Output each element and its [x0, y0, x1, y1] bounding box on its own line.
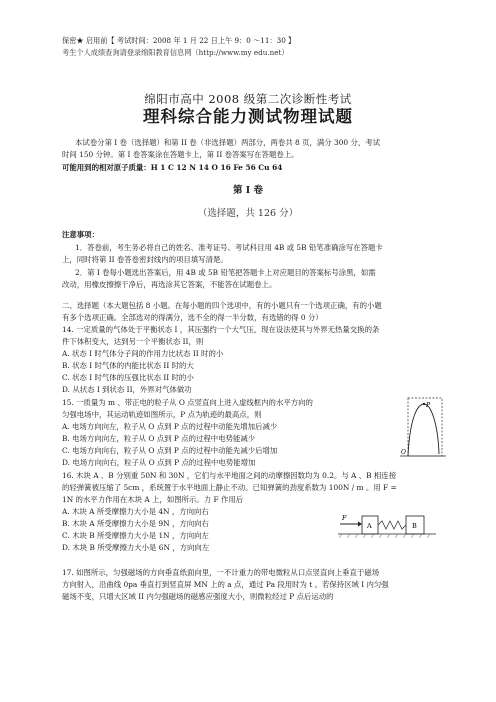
exam-time-line: 保密★ 启用前【 考试时间：2008 年 1 月 22 日上午 9：0 ～11：30 】 — [62, 36, 296, 45]
point-p-marker — [423, 403, 425, 405]
notes-heading: 注意事项： — [62, 230, 99, 239]
note-2b: 改动，用橡皮擦擦干净后，再选涂其它答案，不能答在试题卷上。 — [62, 280, 277, 289]
q14-stem-1: 14. 一定质量的气体处于平衡状态 I ，其压强约一个大气压，现在设法使其与外界无热量交换的条 — [62, 325, 380, 334]
q15-trajectory-figure — [398, 396, 448, 464]
exam-title: 绵阳市高中 2008 级第二次诊断性考试 — [144, 92, 352, 106]
spring — [378, 521, 406, 529]
section2-line-2: 有多个选项正确。全部选对的得满分，选不全的得一半分数，有选错的得 0 分） — [62, 313, 323, 322]
q14-option-a: A. 状态 I 时气体分子间的作用力比状态 II 时的小 — [62, 349, 224, 358]
q14-option-d: D. 从状态 I 到状态 II，外界对气体做功 — [62, 385, 192, 394]
q15-option-a: A. 电场方向向左，粒子从 O 点到 P 点的过程中动能先增加后减少 — [62, 422, 278, 431]
q16-option-a: A. 木块 A 所受摩擦力大小是 4N ，方向向右 — [62, 507, 209, 516]
q16-stem-2: 的轻弹簧被压缩了 5cm ，系统置于水平地面上静止不动。已知弹簧的劲度系数为 100N / m 。用 F = — [62, 483, 397, 492]
label-o: O — [401, 449, 406, 456]
label-b: B — [412, 522, 417, 530]
q16-stem-3: 1N 的水平力作用在木块 A 上，如图所示。力 F 作用后 — [62, 495, 244, 504]
intro-line-1: 本试卷分第 I 卷（选择题）和第 II 卷（非选择题）两部分，两卷共 8 页，满分 300 分，考试 — [75, 138, 381, 147]
q14-option-c: C. 状态 I 时气体的压强比状态 II 时的小 — [62, 373, 194, 382]
q14-stem-2: 件下体积变大，达到另一个平衡状态 II，则 — [62, 337, 204, 346]
label-a: A — [367, 522, 372, 530]
label-p: P — [426, 402, 431, 409]
q14-option-b: B. 状态 I 时气体的内能比状态 II 时的大 — [62, 361, 194, 370]
q17-stem-3: 磁场不变，只增大区域 II 内匀强磁场的磁感应强度大小，则微粒经过 P 点后运动的 — [62, 592, 334, 601]
q15-stem-2: 匀强电场中，其运动轨迹如图所示，P 点为轨迹的最高点，则 — [62, 410, 262, 419]
q16-blocks-figure — [338, 508, 438, 544]
force-arrow-head — [358, 522, 362, 527]
atomic-mass-line: 可能用到的相对原子质量：H 1 C 12 N 14 O 16 Fe 56 Cu 64 — [62, 163, 283, 172]
q15-option-b: B. 电场方向向左，粒子从 O 点到 P 点的过程中电势能减少 — [62, 434, 256, 443]
section2-line-1: 二、选择题（本大题包括 8 小题。在每小题的四个选项中，有的小题只有一个选项正确，有的小题 — [62, 301, 382, 310]
q16-stem-1: 16. 木块 A 、B 分别重 50N 和 30N ，它们与水平地面之间的动摩擦因数均为 0.2。与 A 、B 相连接 — [62, 471, 397, 480]
note-1b: 上，同时将第 II 卷答卷密封线内的项目填写清楚。 — [62, 255, 228, 264]
q17-stem-1: 17. 如图所示，匀强磁场的方向垂直纸面向里，一不计重力的带电微粒从口点竖直向上垂直于磁场 — [62, 568, 380, 577]
note-2a: 2．第 I 卷每小题选出答案后，用 4B 或 5B 铅笔把答题卡上对应题目的答案标号涂黑，如需 — [75, 268, 376, 277]
note-1a: 1．答卷前，考生务必将自己的姓名、准考证号、考试科目用 4B 或 5B 铅笔准确涂写在答题卡 — [75, 243, 383, 252]
q15-option-c: C. 电场方向向右，粒子从 O 点到 P 点的过程中动能先减少后增加 — [62, 446, 278, 455]
part1-subheading: （选择题，共 126 分） — [197, 208, 299, 219]
q16-option-c: C. 木块 B 所受摩擦力大小是 1N ，方向向左 — [62, 531, 209, 540]
score-query-line: 考生个人成绩查询请登录绵阳教育信息网（http://www.my edu.net） — [62, 48, 289, 57]
intro-line-2: 时间 150 分钟。第 I 卷答案涂在答题卡上，第 II 卷答案写在答题卷上。 — [62, 150, 299, 159]
q15-stem-1: 15. 一质量为 m 、带正电的粒子从 O 点竖直向上进入虚线框内的水平方向的 — [62, 398, 313, 407]
field-region-box — [408, 398, 442, 456]
q16-option-d: D. 木块 B 所受摩擦力大小是 6N ，方向向左 — [62, 543, 210, 552]
part1-heading: 第 I 卷 — [232, 185, 264, 196]
q15-option-d: D. 电场方向向右，粒子从 O 点到 P 点的过程中电势能增加 — [62, 458, 256, 467]
q16-option-b: B. 木块 A 所受摩擦力大小是 9N ，方向向右 — [62, 519, 209, 528]
q17-stem-2: 方向射入，沿曲线 0pa 垂直打到竖直屏 MN 上的 a 点，通过 Pa 段用时为 t 。若保持区域 I 内匀强 — [62, 580, 389, 589]
subject-title: 理科综合能力测试物理试题 — [143, 107, 353, 126]
label-f: F — [342, 514, 347, 522]
trajectory-curve — [408, 404, 439, 456]
